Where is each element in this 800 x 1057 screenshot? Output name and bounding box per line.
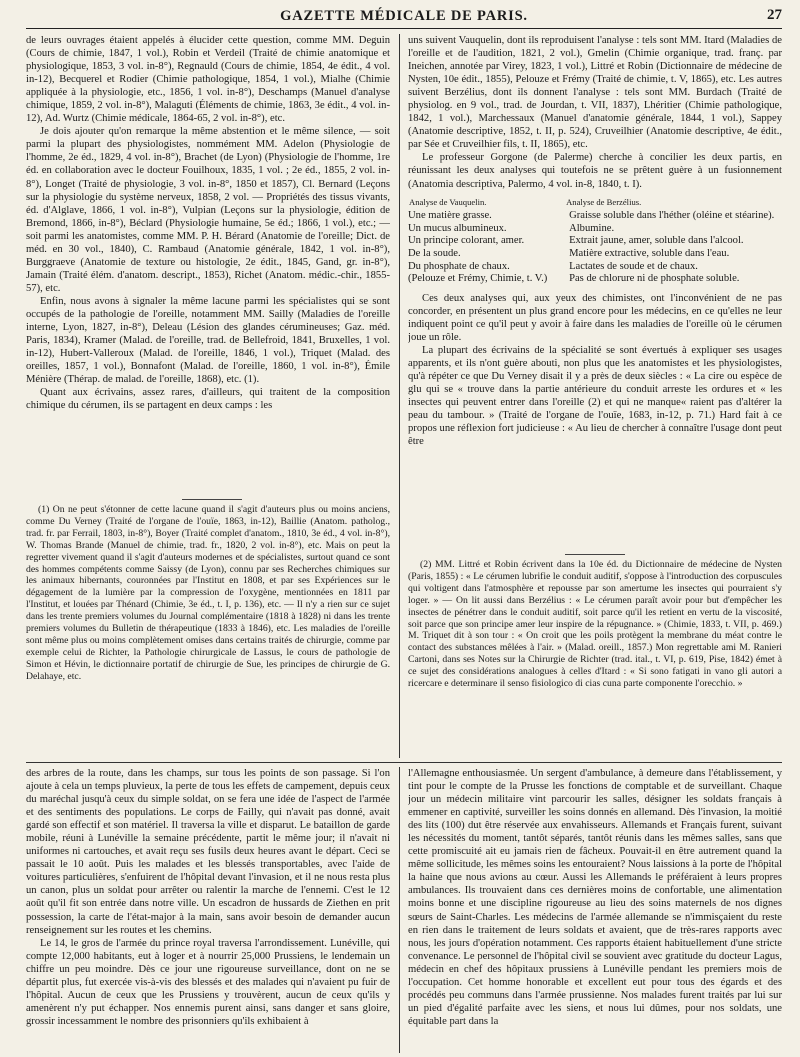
analysis-row xyxy=(408,273,782,286)
berzelius-cell: Albumine. xyxy=(569,222,615,234)
column-rule xyxy=(399,767,400,1053)
running-header xyxy=(26,6,782,29)
bottom-left-column xyxy=(26,767,390,1053)
analysis-row xyxy=(408,261,782,274)
analysis-head-vauquelin: Analyse de Vauquelin. xyxy=(409,196,487,207)
right-paragraph: Le professeur Gorgone (de Palerme) cherche à concilier les deux partis, en réunissant les deux analyses qui toutefois ne se prêtent guère à un fusionnement (Anatomia descriptiva, Palermo, 4 vol. in-8, 1840, t. I). xyxy=(408,152,782,190)
bottom-right-paragraph: l'Allemagne enthousiasmée. Un sergent d'ambulance, à demeure dans l'établissement, y tint pour le compte de la Prusse les fonctions de comptable et de surveillant. Chaque jour un médecin militaire vint parcourir les salles, désigner les soldats français à emmener en captivité, surveiller les soins donnés en allemand. Dès l'invasion, la moitié des lits (100) dut être réservée aux envahisseurs. Allemands et Français furent, suivant les nécessités du moment, tantôt séparés, tantôt réunis dans les mêmes salles, sans que cette promiscuité ait eu jamais rien de fâcheux. Pouvait-il en être autrement quand la même sollicitude, les mêmes soins les entouraient? Nous laissions à la porte de l'hôpital la haine que nous avions au cœur. Aussi les Allemands le préféraient à leurs propres ambulances. Ils trouvaient dans ces dernières moins de confortable, une alimentation moins bonne et une discipline rigoureuse au lieu des soins maternels de nos dignes sœurs de Saint-Charles. Les médecins de l'armée allemande se n'immisçaient du reste en rien dans le traitement de leurs soldats et avaient, que de très-rares rapports avec nous, les jours d'opération notamment. Ces rapports étaient habituellement d'une stricte convenance. Le personnel de l'hôpital civil se souvient avec gratitude du docteur Lagus, médecin en chef des hôpitaux prussiens à Lunéville pendant les premiers mois de l'occupation. Cet homme honorable et excellent eut pour tous des égards et des procédés peu communs dans l'armée prussienne. Nos malades furent traités par lui sur un pied d'égalité parfaite avec les siens, et nous lui dûmes, pour nos soldats, une équitable part dans la xyxy=(408,768,782,1027)
vauquelin-cell: Du phosphate de chaux. xyxy=(408,260,510,272)
left-column-body xyxy=(26,34,390,470)
left-paragraph: de leurs ouvrages étaient appelés à élucider cette question, comme MM. Deguin (Cours de chimie, 1847, 1 vol.), Robin et Verdeil (Traité de chimie anatomique et physiologique, 1853, 3 vol. in-8°), Regnauld (Cours de chimie, 1854, 4e édit., 4 vol. in-12), Becquerel et Rodier (Chimie pathologique, 1854, 1 vol.), Mialhe (Chimie appliquée à la physiologie, etc., 1856, 1 vol. in-8°), Deschamps (Manuel d'analyse chimique, 1859, 2 vol. in-8°), Malaguti (Éléments de chimie, 1863, 3e édit., 4 vol. in-12), Ad. Wurtz (Chimie médicale, 1864-65, 2 vol. in-8°), etc. xyxy=(26,35,390,125)
bottom-left-paragraph: Le 14, le gros de l'armée du prince royal traversa l'arrondissement. Lunéville, qui compte 12,000 habitants, eut à loger et à nourrir 25,000 Prussiens, le lendemain un chiffre un peu moindre. Dès ce jour une rigoureuse surveillance, dont on ne se départit plus, fut exercée vis-à-vis des blessés et des malades qui n'avaient pu fuir de l'hôpital. Aucun de ceux que les Prussiens y trouvèrent, aucun de ceux qu'ils y amenèrent n'y put échapper. Nos ennemis purent ainsi, sans danger et sans gloire, grossir incessamment le nombre des prisonniers qu'ils exhibaient à xyxy=(26,937,390,1027)
berzelius-cell: Lactates de soude et de chaux. xyxy=(569,260,698,272)
footnote-separator xyxy=(182,499,242,500)
left-paragraph: Enfin, nous avons à signaler la même lacune parmi les spécialistes qui se sont occupés de la pathologie de l'oreille, notamment MM. Sailly (Maladies de l'oreille interne, Lyon, 1827, in-8°), Deleau (Lésion des glandes cérumineuses; Gaz. méd. Paris, 1834), Kramer (Malad. de l'oreille, trad. de Bellefroid, 1841, Bruxelles, 1 vol. in-12), Hubert-Valleroux (Malad. de l'oreille, 1846, 1 vol.), Triquet (Malad. des oreilles, 1857, 1 vol.), Bonnafont (Malad. de l'oreille, 1860, 1 vol. in-8°), Émile Ménière (Thérap. de malad. de l'oreille, 1868), etc. (1). xyxy=(26,295,390,386)
vauquelin-cell: (Pelouze et Frémy, Chimie, t. V.) xyxy=(408,273,548,285)
analysis-table xyxy=(408,195,782,286)
right-paragraph: uns suivent Vauquelin, dont ils reproduisent l'analyse : tels sont MM. Itard (Maladies de l'oreille et de l'audition, 1821, 2 vol.), Gmelin (Chimie organique, trad. franç. par Ineichen, annotée par Virey, 1823, 1 vol.), Littré et Robin (Dictionnaire de médecine de Nysten, 10e édit., 1855), Pelouze et Frémy (Traité de chimie, t. V, 1865), etc. Les autres suivent Berzélius, dont ils donnent l'analyse : tels sont MM. Burdach (Traité de physiolog. en 9 vol., trad. de Jourdan, t. VII, 1837), Lhéritier (Chimie pathologique, 1842, 1 vol.), Marchessaux (Manuel d'anatomie générale, 1844, 1 vol.), Sappey (Anatomie descriptive, 1852, t. II, p. 524), Cruveilhier (Anatomie descriptive, 4e édit., par Sée et Cruveilhier fils, t. II, 1865), etc. xyxy=(408,35,782,151)
footnote-1: (1) On ne peut s'étonner de cette lacune quand il s'agit d'auteurs plus ou moins anciens, comme Du Verney (Traité de l'organe de l'ouïe, 1863, in-12), Baillie (Anatom. patholog., trad. fr. par Ferrail, 1803, in-8°), Boyer (Traité complet d'anatom., 1810, 3e éd., 4 vol. in-8°), W. Thomas Brande (Manuel de chimie, trad. fr., 1820, 2 vol. in-8°), etc. Mais on peut la regretter vivement quand il s'agit d'auteurs modernes et de spécialistes, surtout quand ce sont des hommes compétents comme Saissy (de Lyon), connu par ses Recherches chimiques sur les animaux hibernants, couronnées par l'Institut en 1808, et par ses Expériences sur le dégagement de la lumière par la compression de l'oxygène, mentionnées en 1811 par l'Institut, et louées par Thénard (Chimie, 3e éd., t. I, p. 136), etc. — Il n'y a rien sur ce sujet dans les trente premiers volumes du Journal complémentaire (1818 à 1828) ni dans les trente premiers volumes du Bulletin de thérapeutique (1833 à 1846), etc. Les maladies de l'oreille sont même plus ou moins complètement omises dans certains traités de chirurgie, comme par exemple celui de Richter, la Pathologie chirurgicale de Lassus, le cours de pathologie de Simon et Hévin, le dictionnaire portatif de chirurgie de Sue, les principes de chirurgie de G. Delahaye, etc. xyxy=(26,504,390,682)
vauquelin-cell: De la soude. xyxy=(408,247,461,259)
vauquelin-cell: Un principe colorant, amer. xyxy=(408,235,525,247)
right-paragraph: La plupart des écrivains de la spécialité se sont évertués à expliquer ses usages apparents, et ils n'ont guère abouti, non plus que les anatomistes et les physiologistes, qu'à répéter ce que Du Verney disait il y a près de deux siècles : « La cire ou espèce de glu qui se « trouve dans la partie antérieure du conduit arreste les ordures et « les insectes qui peuvent entrer dans l'oreille (2) et qui ne manque« raient pas d'altérer la peau du tambour. » (Traité de l'organe de l'ouïe, 1683, in-12, p. 71.) Hard fait à ce propos une réflexion fort judicieuse : « Au lieu de chercher à connaître l'usage dont peut être xyxy=(408,344,782,448)
vauquelin-cell: Une matière grasse. xyxy=(408,210,492,222)
left-footnote xyxy=(26,504,390,756)
berzelius-cell: Graisse soluble dans l'héther (oléine et stéarine). xyxy=(569,210,775,222)
section-rule xyxy=(26,762,782,763)
left-paragraph: Je dois ajouter qu'on remarque la même abstention et le même silence, — soit parmi la plupart des physiologistes, nommément MM. Adelon (Physiologie de l'homme, 2e éd., 1829, 4 vol. in-8°), Brachet (de Lyon) (Physiologie de l'homme, 1re éd. en collaboration avec le docteur Fouilhoux, 1835, 1 vol. ; 2e éd., 1855, 2 vol. in-8°), Longet (Traité de physiologie, 3 vol. in-8°, 1850 et 1857), Cl. Bernard (Leçons sur la physiologie du système nerveux, 1858, 2 vol. — Propriétés des tissus vivants, éd. d'Alglave, 1866, 1 vol. in-8°), Vulpian (Leçons sur la physiologie, édition de Bremond, 1866, in-8°), Béclard (Physiologie humaine, 5e éd.; 1866, 1 vol.), etc.; — soit parmi les anatomistes, comme MM. P. H. Bérard (Anatomie de l'oreille; Dict. de méd. en 30 vol., 1840), C. Rambaud (Anatomie générale, 1842, 1 vol. in-8°), Burggraeve (Anatomie de texture ou histologie, 2e édit., 1845, Gand, gr. in-8°), Jamain (Traité élém. d'anatom. descript., 1853), Richet (Anatom. médic.-chir., 1855-57), etc. xyxy=(26,126,390,294)
analysis-row xyxy=(408,235,782,248)
page-number: 27 xyxy=(767,7,782,23)
journal-title: GAZETTE MÉDICALE DE PARIS. xyxy=(280,8,528,24)
right-footnote xyxy=(408,559,782,756)
footnote-2: (2) MM. Littré et Robin écrivent dans la 10e éd. du Dictionnaire de médecine de Nysten (Paris, 1855) : « Le cérumen lubrifie le conduit auditif, s'oppose à l'introduction des corpuscules qui voltigent dans l'atmosphère et repousse par son amertume les insectes qui pourraient s'y loger. » — On lit aussi dans Berzélius : « Le cérumen paraît avoir pour but d'empêcher les insectes de pénétrer dans le conduit auditif, soit parce qu'il les retient en vertu de la viscosité, soit parce que son principe amer leur inspire de la répugnance. » (Chimie, 1833, t. VII, p. 469.) M. Triquet dit à son tour : « On croit que les poils protègent la membrane du méat contre le contact des substances mêlées à l'air. » (Malad. oreill., 1857.) Mon regrettable ami M. Ranieri Cartoni, dans ses Notes sur la Chirurgie de Richter (trad. ital., t. VI, p. 619, Pise, 1842) émet à ce sujet des considérations analogues à celles d'Itard : « Si sono fatigati in vano gli autori a ricercare e determinare il senso fisiologico di cias cuna parte componente l'orecchio. » xyxy=(408,559,782,690)
berzelius-cell: Pas de chlorure ni de phosphate soluble. xyxy=(569,273,740,285)
footnote-separator xyxy=(565,554,625,555)
bottom-left-paragraph: des arbres de la route, dans les champs, sur tous les points de son passage. Si l'on ajoute à cela un temps pluvieux, la perte de tous les effets de campement, depuis ceux du maréchal jusqu'à ceux du simple soldat, on se fera une idée de l'aspect de l'armée et des sentiments des populations. Le corps de Failly, qui n'avait pas donné, avait gardé son effectif et son matériel. Il traversa la ville et disparut. Le bataillon de garde mobile, réuni à Lunéville la semaine précédente, partit le même jour; il n'avait ni uniformes ni cartouches, et avait reçu ses fusils deux heures avant le départ. Ceci se passait le 10 août. Puis les malades et les blessés transportables, avec l'aide de voitures particulières, s'enfuirent de l'hôpital devant l'invasion, et il ne nous resta plus un canon, plus un soldat pour arrêter ou ralentir la marche de l'ennemi. C'est le 12 août qu'il fit son entrée dans notre ville. Un escadron de hussards de Ziethen en prit possession, la carte de l'état-major à la main, sans avoir besoin de demander aucun renseignement sur les routes et les chemins. xyxy=(26,768,390,936)
left-paragraph: Quant aux écrivains, assez rares, d'ailleurs, qui traitent de la composition chimique du cérumen, ils se partagent en deux camps : les xyxy=(26,387,390,412)
right-paragraph: Ces deux analyses qui, aux yeux des chimistes, ont l'inconvénient de ne pas concorder, en présentent un plus grand encore pour les médecins, en ce qu'elles ne leur indiquent point ce qu'il peut y avoir à faire dans les maladies de l'oreille où le cérumen joue un rôle. xyxy=(408,292,782,343)
berzelius-cell: Matière extractive, soluble dans l'eau. xyxy=(569,247,730,259)
analysis-row xyxy=(408,223,782,236)
column-rule xyxy=(399,34,400,758)
vauquelin-cell: Un mucus albumineux. xyxy=(408,222,507,234)
analysis-row xyxy=(408,248,782,261)
analysis-head-berzelius: Analyse de Berzélius. xyxy=(566,196,642,207)
analysis-row xyxy=(408,210,782,223)
right-column-body xyxy=(408,34,782,550)
bottom-right-column xyxy=(408,767,782,1053)
berzelius-cell: Extrait jaune, amer, soluble dans l'alcool. xyxy=(569,235,744,247)
